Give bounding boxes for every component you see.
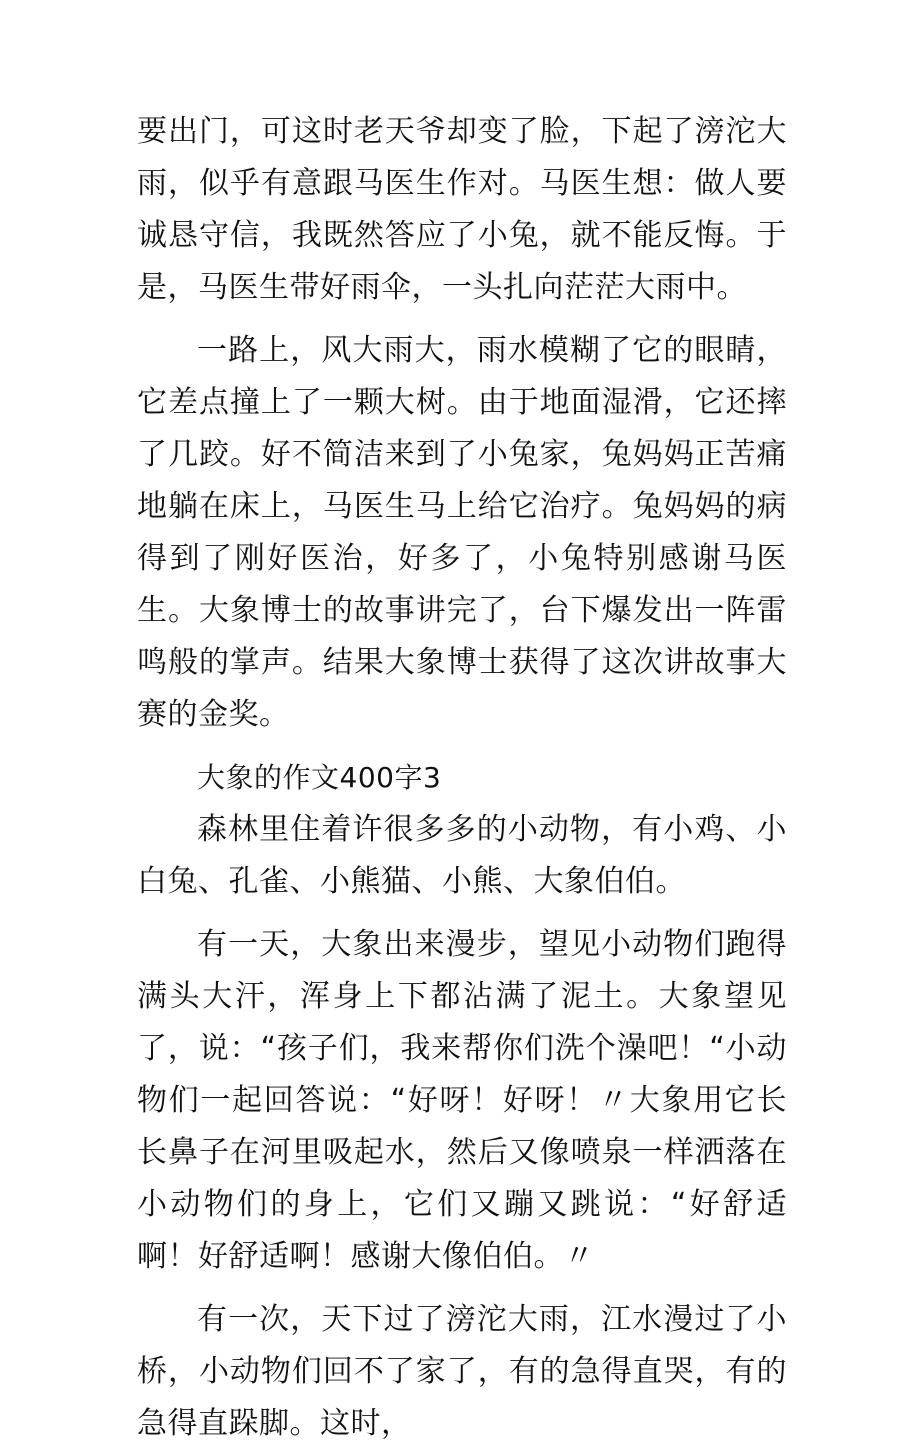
paragraph-4: 有一天，大象出来漫步，望见小动物们跑得满头大汗，浑身上下都沾满了泥土。大象望见了，说：“孩子们，我来帮你们洗个澡吧！“小动物们一起回答说：“好呀！好呀！〃大象用它长长鼻子在河里吸起水，然后又像喷泉一样洒落在小动物们的身上，它们又蹦又跳说：“好舒适啊！好舒适啊！感谢大像伯伯。〃 xyxy=(137,927,787,1274)
section-heading: 大象的作文400字3 xyxy=(197,761,442,794)
document-page xyxy=(137,106,787,1450)
paragraph-3: 森林里住着许很多多的小动物，有小鸡、小白兔、孔雀、小熊猫、小熊、大象伯伯。 xyxy=(137,812,787,899)
paragraph-5: 有一次，天下过了滂沱大雨，江水漫过了小桥，小动物们回不了家了，有的急得直哭，有的急得直跺脚。这时， xyxy=(137,1302,787,1441)
paragraph-1: 要出门，可这时老天爷却变了脸，下起了滂沱大雨，似乎有意跟马医生作对。马医生想：做人要诚恳守信，我既然答应了小兔，就不能反悔。于是，马医生带好雨伞，一头扎向茫茫大雨中。 xyxy=(137,114,787,305)
paragraph-2: 一路上，风大雨大，雨水模糊了它的眼睛，它差点撞上了一颗大树。由于地面湿滑，它还摔了几跤。好不简洁来到了小兔家，兔妈妈正苦痛地躺在床上，马医生马上给它治疗。兔妈妈的病得到了刚好医治，好多了，小兔特别感谢马医生。大象博士的故事讲完了，台下爆发出一阵雷鸣般的掌声。结果大象博士获得了这次讲故事大赛的金奖。 xyxy=(137,333,787,732)
